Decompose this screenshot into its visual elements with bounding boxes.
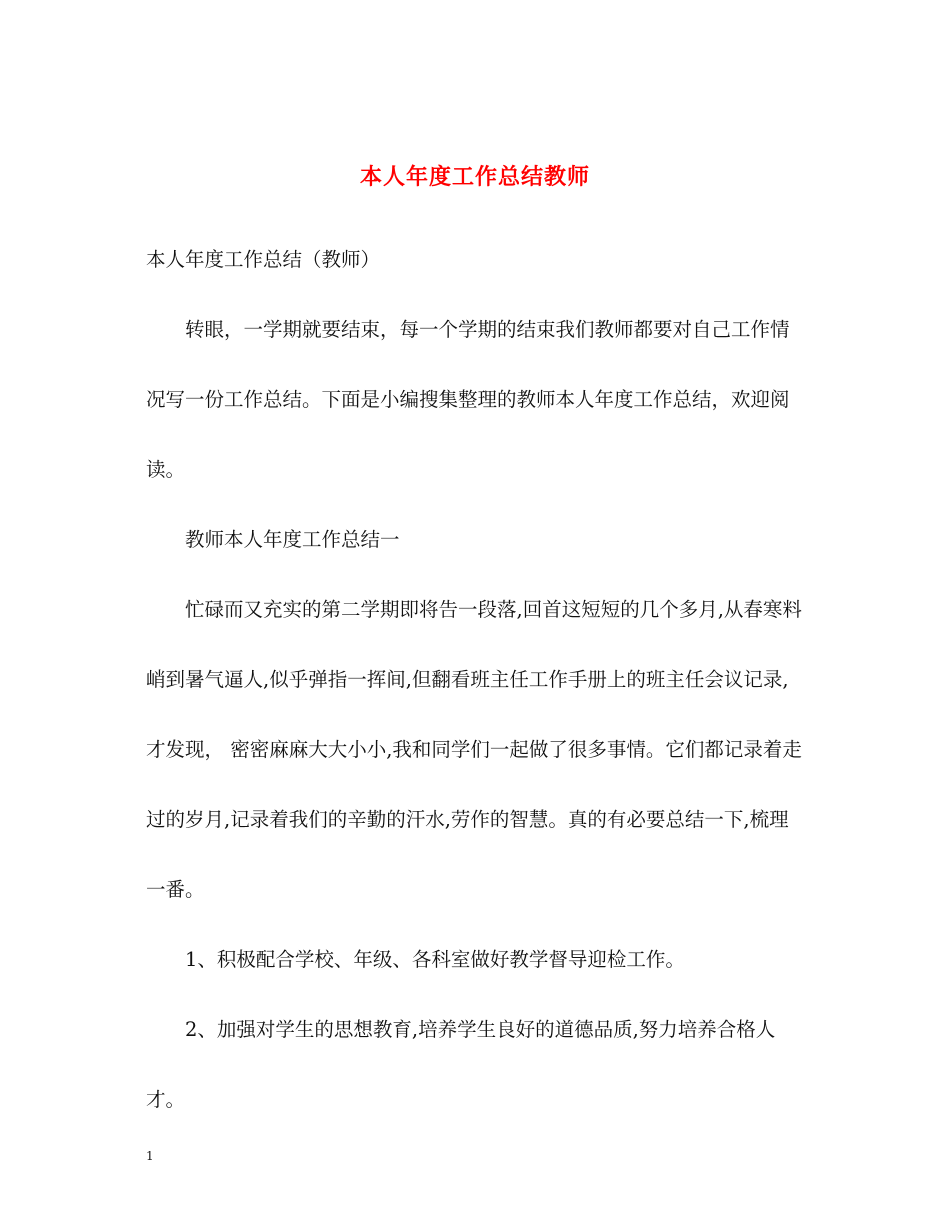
section-heading: 本人年度工作总结（教师）	[146, 248, 381, 271]
body-paragraph: 忙碌而又充实的第二学期即将告一段落,回首这短短的几个多月,从春寒料峭到暑气逼人,似乎弹指一挥间,但翻看班主任工作手册上的班主任会议记录,才发现， 密密麻麻大大小小,我和同学们一起做了很多事情。它们都记录着走过的岁月,记录着我们的辛勤的汗水,劳作的智慧。真的有必要总结一下,梳理一番。	[146, 598, 802, 901]
page-number: 1	[146, 1149, 154, 1163]
document-title: 本人年度工作总结教师	[359, 163, 590, 190]
intro-paragraph: 转眼，一学期就要结束，每一个学期的结束我们教师都要对自己工作情况写一份工作总结。下面是小编搜集整理的教师本人年度工作总结，欢迎阅读。	[146, 318, 790, 481]
document-body	[146, 225, 806, 1135]
summary-subheading: 教师本人年度工作总结一	[185, 528, 400, 551]
list-item: 2、加强对学生的思想教育,培养学生良好的道德品质,努力培养合格人才。	[146, 1018, 776, 1111]
list-item: 1、积极配合学校、年级、各科室做好教学督导迎检工作。	[185, 948, 685, 971]
